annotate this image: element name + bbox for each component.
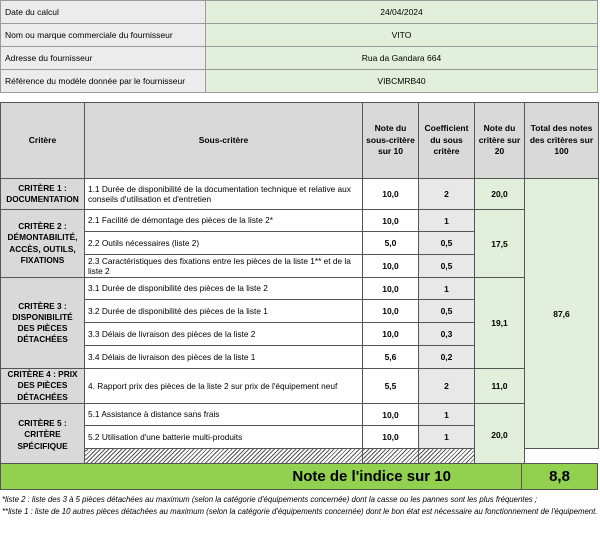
header-coefficient: Coefficient du sous critère (419, 103, 475, 179)
note-1-1[interactable]: 10,0 (363, 179, 419, 210)
header-total: Total des notes des critères sur 100 (525, 103, 599, 179)
note-4[interactable]: 5,5 (363, 369, 419, 404)
coef-4: 2 (419, 369, 475, 404)
note-3-3[interactable]: 10,0 (363, 323, 419, 346)
info-value[interactable]: VIBCMRB40 (206, 70, 598, 93)
note-5-2[interactable]: 10,0 (363, 426, 419, 449)
info-row-reference (1, 70, 598, 93)
info-table (0, 0, 598, 93)
sub-criterion-3-3: 3.3 Délais de livraison des pièces de la liste 2 (85, 323, 363, 346)
sub-criterion-4: 4. Rapport prix des pièces de la liste 2 sur prix de l'équipement neuf (85, 369, 363, 404)
final-score-label: Note de l'indice sur 10 (1, 464, 522, 489)
sub-criterion-3-4: 3.4 Délais de livraison des pièces de la liste 1 (85, 346, 363, 369)
sub-criterion-1-1: 1.1 Durée de disponibilité de la documentation technique et relative aux conseils d'utilisation et d'entretien (85, 179, 363, 210)
coef-3-1: 1 (419, 278, 475, 300)
info-value[interactable]: Rua da Gandara 664 (206, 47, 598, 70)
criterion-2-note20: 17,5 (475, 210, 525, 278)
sub-criterion-5-2: 5.2 Utilisation d'une batterie multi-produits (85, 426, 363, 449)
info-value[interactable]: 24/04/2024 (206, 1, 598, 24)
header-critere: Critère (1, 103, 85, 179)
note-3-4[interactable]: 5,6 (363, 346, 419, 369)
criterion-4-label: CRITÈRE 4 : PRIX DES PIÈCES DÉTACHÉES (1, 369, 85, 404)
table-row (1, 210, 599, 232)
info-label: Nom ou marque commerciale du fournisseur (1, 24, 206, 47)
info-row-address (1, 47, 598, 70)
total-score: 87,6 (525, 179, 599, 449)
info-row-date (1, 1, 598, 24)
info-label: Date du calcul (1, 1, 206, 24)
criterion-3-label: CRITÈRE 3 : DISPONIBILITÉ DES PIÈCES DÉTACHÉES (1, 278, 85, 369)
coef-5-1: 1 (419, 404, 475, 426)
final-score-value: 8,8 (549, 468, 570, 485)
coef-2-1: 1 (419, 210, 475, 232)
header-sous-critere: Sous-critère (85, 103, 363, 179)
info-label: Référence du modèle donnée par le fournisseur (1, 70, 206, 93)
note-3-2[interactable]: 10,0 (363, 300, 419, 323)
note-2-2[interactable]: 5,0 (363, 232, 419, 255)
note-2-3[interactable]: 10,0 (363, 255, 419, 278)
table-row (1, 179, 599, 210)
coef-1-1: 2 (419, 179, 475, 210)
header-note-critere: Note du critère sur 20 (475, 103, 525, 179)
coef-3-2: 0,5 (419, 300, 475, 323)
sub-criterion-5-1: 5.1 Assistance à distance sans frais (85, 404, 363, 426)
criterion-5-note20: 20,0 (475, 404, 525, 467)
coef-3-4: 0,2 (419, 346, 475, 369)
criterion-1-note20: 20,0 (475, 179, 525, 210)
header-note-sous-critere: Note du sous-critère sur 10 (363, 103, 419, 179)
header-row (1, 103, 599, 179)
criterion-2-label: CRITÈRE 2 : DÉMONTABILITÉ, ACCÈS, OUTILS, FIXATIONS (1, 210, 85, 278)
note-3-1[interactable]: 10,0 (363, 278, 419, 300)
coef-5-2: 1 (419, 426, 475, 449)
info-row-brand (1, 24, 598, 47)
coef-3-3: 0,3 (419, 323, 475, 346)
footnotes (2, 494, 598, 517)
sub-criterion-2-1: 2.1 Facilité de démontage des pièces de la liste 2* (85, 210, 363, 232)
criterion-3-note20: 19,1 (475, 278, 525, 369)
sub-criterion-2-2: 2.2 Outils nécessaires (liste 2) (85, 232, 363, 255)
sub-criterion-3-2: 3.2 Durée de disponibilité des pièces de la liste 1 (85, 300, 363, 323)
table-row (1, 369, 599, 404)
criterion-4-note20: 11,0 (475, 369, 525, 404)
sub-criterion-3-1: 3.1 Durée de disponibilité des pièces de la liste 2 (85, 278, 363, 300)
info-value[interactable]: VITO (206, 24, 598, 47)
info-label: Adresse du fournisseur (1, 47, 206, 70)
table-row (1, 404, 599, 426)
criteria-table (0, 102, 599, 467)
sub-criterion-2-3: 2.3 Caractéristiques des fixations entre les pièces de la liste 1** et de la liste 2 (85, 255, 363, 278)
note-5-1[interactable]: 10,0 (363, 404, 419, 426)
footnote-liste-2: *liste 2 : liste des 3 à 5 pièces détachées au maximum (selon la catégorie d'équipements concernée) dont la casse ou les pannes sont les plus fréquentes ; (2, 495, 538, 504)
coef-2-2: 0,5 (419, 232, 475, 255)
coef-2-3: 0,5 (419, 255, 475, 278)
criterion-1-label: CRITÈRE 1 : DOCUMENTATION (1, 179, 85, 210)
criterion-5-label: CRITÈRE 5 : CRITÈRE SPÉCIFIQUE (1, 404, 85, 467)
table-row (1, 278, 599, 300)
final-score-bar (0, 463, 598, 490)
note-2-1[interactable]: 10,0 (363, 210, 419, 232)
footnote-liste-1: **liste 1 : liste de 10 autres pièces détachées au maximum (selon la catégorie d'équipements concernée) dont le bon état est nécessaire au fonctionnement de l'équipement. (2, 506, 598, 516)
